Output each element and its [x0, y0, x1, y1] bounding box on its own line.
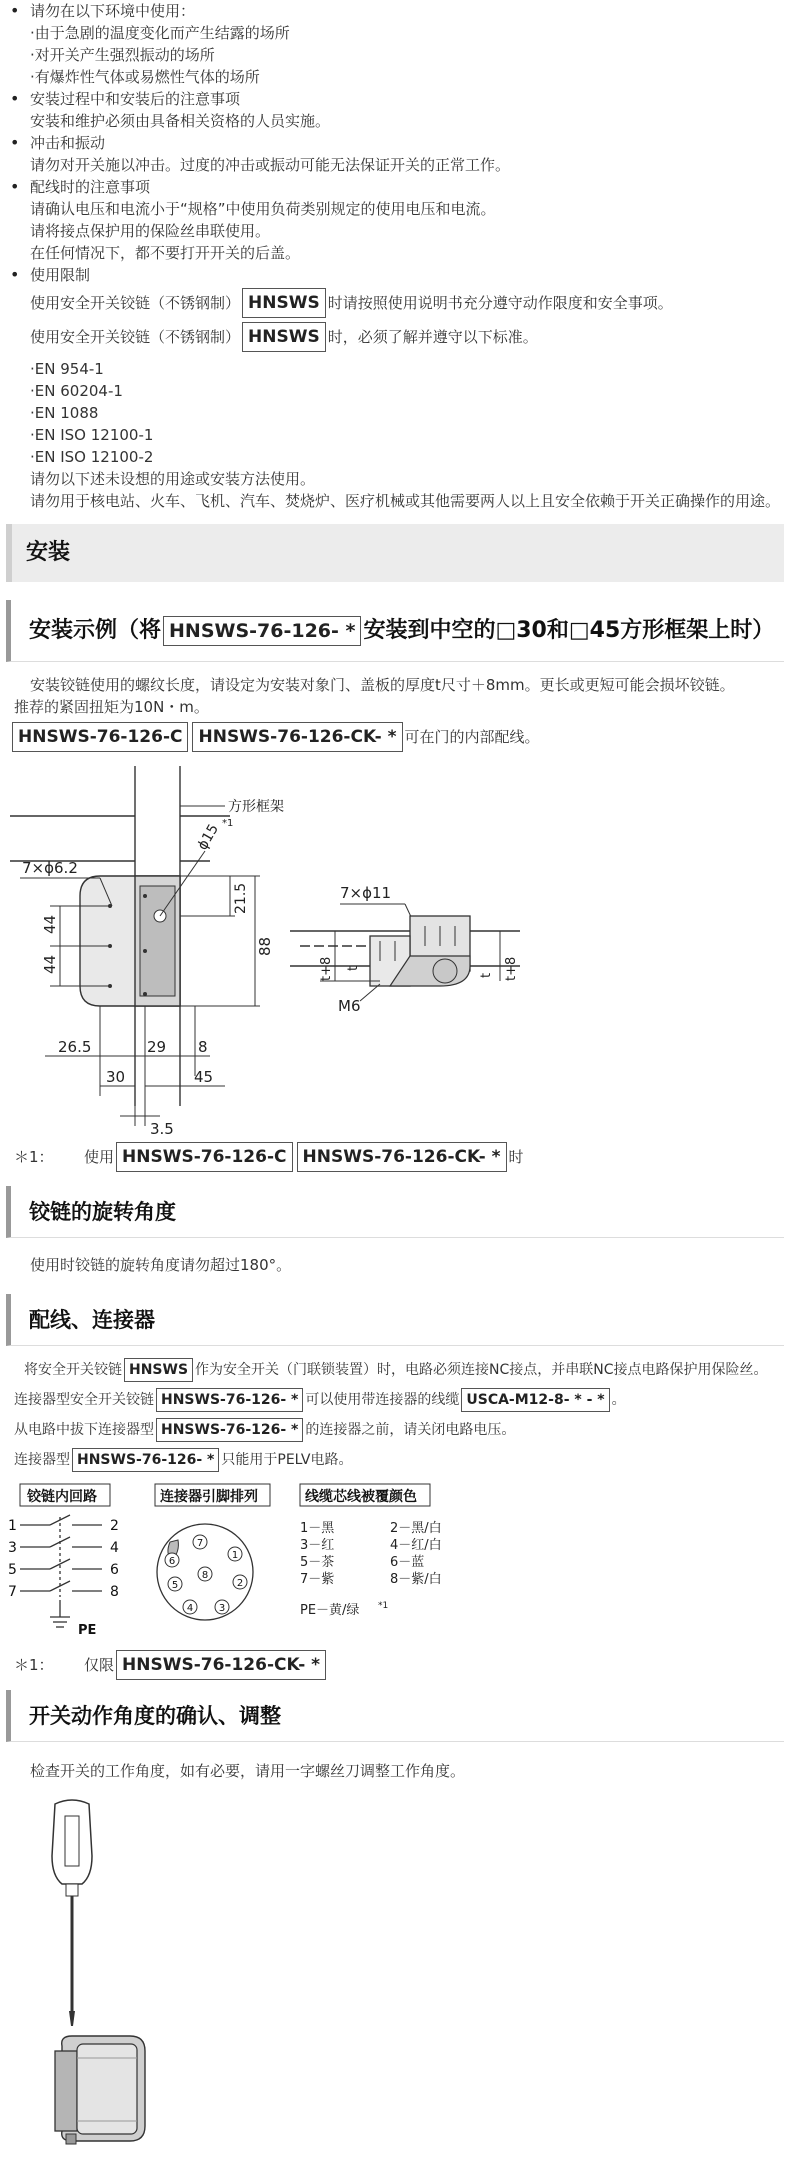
part-code-box[interactable]: HNSWS-76-126-C	[116, 1142, 292, 1172]
svg-text:26.5: 26.5	[58, 1038, 92, 1056]
frame-label: 方形框架	[228, 799, 284, 815]
svg-text:6: 6	[168, 1556, 176, 1567]
svg-text:t: t	[346, 965, 361, 971]
rotation-heading: 铰链的旋转角度	[6, 1186, 784, 1238]
svg-text:t+8: t+8	[504, 956, 519, 981]
svg-text:3.5: 3.5	[150, 1120, 174, 1136]
adjust-text: 检查开关的工作角度，如有必要，请用一字螺丝刀调整工作角度。	[30, 1762, 466, 1780]
part-code-box[interactable]: HNSWS-76-126-CK- *	[192, 722, 402, 752]
svg-text:7－紫: 7－紫	[300, 1572, 335, 1587]
svg-text:8: 8	[198, 1038, 208, 1056]
env-item: • 请勿在以下环境中使用： ·由于急剧的温度变化而产生结露的场所 ·对开关产生强烈振动的场所 ·有爆炸性气体或易燃性气体的场所	[30, 0, 790, 88]
connector-heading: 配线、连接器	[6, 1294, 784, 1346]
cable-code-box[interactable]: USCA-M12-8- * - *	[461, 1388, 609, 1412]
svg-text:7×ϕ6.2: 7×ϕ6.2	[22, 859, 78, 877]
svg-text:4: 4	[186, 1603, 194, 1614]
svg-text:铰链内回路: 铰链内回路	[27, 1489, 97, 1505]
svg-text:44: 44	[41, 914, 59, 934]
connector-text: 将安全开关铰链 HNSWS 作为安全开关（门联锁装置）时，电路必须连接NC接点，并串联NC接点电路保护用保险丝。 连接器型安全开关铰链 HNSWS-76-126- * 可以使用带连接器的线缆 USCA-M12-8- * - * 。 从电路中拔下连接器型 HNSWS-76-126- * 的连接器之前，请关闭电路电压。 连接器型 HNSWS-76-126- * 只能用于PELV电路。	[0, 1358, 790, 1472]
svg-text:PE－黄/绿: PE－黄/绿	[300, 1603, 360, 1618]
svg-text:3－红: 3－红	[300, 1538, 335, 1553]
svg-text:4: 4	[110, 1540, 119, 1556]
svg-text:21.5: 21.5	[233, 882, 249, 914]
part-code-box[interactable]: HNSWS	[242, 322, 326, 352]
svg-text:8: 8	[201, 1570, 209, 1581]
svg-text:*1: *1	[378, 1601, 389, 1611]
svg-text:1: 1	[8, 1518, 17, 1534]
shock-item: • 冲击和振动 请勿对开关施以冲击。过度的冲击或振动可能无法保证开关的正常工作。	[30, 132, 790, 176]
rotation-text: 使用时铰链的旋转角度请勿超过180°。	[30, 1256, 292, 1274]
mounting-drawing	[0, 756, 790, 1136]
svg-text:1－黑: 1－黑	[300, 1521, 335, 1536]
svg-text:2: 2	[110, 1518, 119, 1534]
note-2: ＊1： 仅限 HNSWS-76-126-CK- *	[0, 1650, 790, 1680]
part-code-box[interactable]: HNSWS-76-126-C	[12, 722, 188, 752]
svg-text:ϕ15: ϕ15	[194, 821, 222, 853]
part-code-box[interactable]: HNSWS-76-126- *	[156, 1418, 303, 1442]
part-code-box[interactable]: HNSWS	[242, 288, 326, 318]
svg-text:6: 6	[110, 1562, 119, 1578]
install-notes-item: • 安装过程中和安装后的注意事项 安装和维护必须由具备相关资格的人员实施。	[30, 88, 790, 132]
svg-text:PE: PE	[78, 1623, 97, 1638]
part-code-box[interactable]: HNSWS	[124, 1358, 193, 1382]
svg-text:7: 7	[196, 1538, 204, 1549]
svg-text:3: 3	[8, 1540, 17, 1556]
svg-text:8: 8	[110, 1584, 119, 1600]
svg-text:t: t	[479, 972, 494, 978]
svg-text:44: 44	[41, 954, 59, 974]
svg-text:2－黑/白: 2－黑/白	[390, 1521, 442, 1536]
svg-text:1: 1	[231, 1550, 239, 1561]
svg-text:6－蓝: 6－蓝	[390, 1555, 425, 1570]
svg-text:29: 29	[147, 1038, 167, 1056]
limits-item: • 使用限制 使用安全开关铰链（不锈钢制） HNSWS 时请按照使用说明书充分遵守动作限度和安全事项。 使用安全开关铰链（不锈钢制） HNSWS 时，必须了解并遵守以下标准。 ·EN 954-1 ·EN 60204-1 ·EN 1088 ·EN ISO 12100-1 ·EN ISO 12100-2 请勿以下述未设想的用途或安装方法使用。 请勿用于核电站、火车、飞机、汽车、焚烧炉、医疗机械或其他需要两人以上且安全依赖于开关正确操作的用途。	[30, 264, 790, 512]
svg-text:7: 7	[8, 1584, 17, 1600]
adjust-heading: 开关动作角度的确认、调整	[6, 1690, 784, 1742]
note-1: ＊1： 使用 HNSWS-76-126-C HNSWS-76-126-CK- * 时	[0, 1142, 790, 1172]
part-code-box[interactable]: HNSWS-76-126- *	[163, 616, 361, 646]
svg-text:5－茶: 5－茶	[300, 1555, 335, 1570]
example-heading: 安装示例（将 HNSWS-76-126- * 安装到中空的□30和□45方形框架上时）	[6, 600, 784, 662]
circuit-diagram	[0, 1482, 790, 1642]
svg-text:8－紫/白: 8－紫/白	[390, 1572, 442, 1587]
part-code-box[interactable]: HNSWS-76-126- *	[156, 1388, 303, 1412]
wiring-notes-item: • 配线时的注意事项 请确认电压和电流小于“规格”中使用负荷类别规定的使用电压和电流。 请将接点保护用的保险丝串联使用。 在任何情况下，都不要打开开关的后盖。	[30, 176, 790, 264]
part-code-box[interactable]: HNSWS-76-126-CK- *	[116, 1650, 326, 1680]
section-install-heading: 安装	[6, 524, 784, 582]
svg-text:30: 30	[106, 1068, 126, 1086]
usage-notes-list	[0, 0, 790, 512]
svg-text:连接器引脚排列: 连接器引脚排列	[160, 1489, 258, 1505]
part-code-box[interactable]: HNSWS-76-126- *	[72, 1448, 219, 1472]
svg-text:t+8: t+8	[319, 956, 334, 981]
svg-text:2: 2	[236, 1578, 244, 1589]
svg-text:7×ϕ11: 7×ϕ11	[340, 884, 392, 902]
svg-text:4－红/白: 4－红/白	[390, 1538, 442, 1553]
svg-text:5: 5	[8, 1562, 17, 1578]
svg-text:*1: *1	[222, 818, 234, 829]
svg-text:3: 3	[218, 1603, 226, 1614]
svg-text:线缆芯线被覆颜色: 线缆芯线被覆颜色	[305, 1489, 417, 1505]
part-code-box[interactable]: HNSWS-76-126-CK- *	[297, 1142, 507, 1172]
svg-text:M6: M6	[338, 997, 361, 1015]
svg-text:88: 88	[256, 936, 274, 956]
example-text: 安装铰链使用的螺纹长度，请设定为安装对象门、盖板的厚度t尺寸＋8mm。更长或更短可能会损坏铰链。 推荐的紧固扭矩为10N・m。 HNSWS-76-126-C HNSWS-76-126-CK- * 可在门的内部配线。	[0, 674, 790, 752]
svg-text:45: 45	[194, 1068, 214, 1086]
svg-text:5: 5	[171, 1580, 179, 1591]
adjust-illustration	[0, 1796, 790, 2146]
